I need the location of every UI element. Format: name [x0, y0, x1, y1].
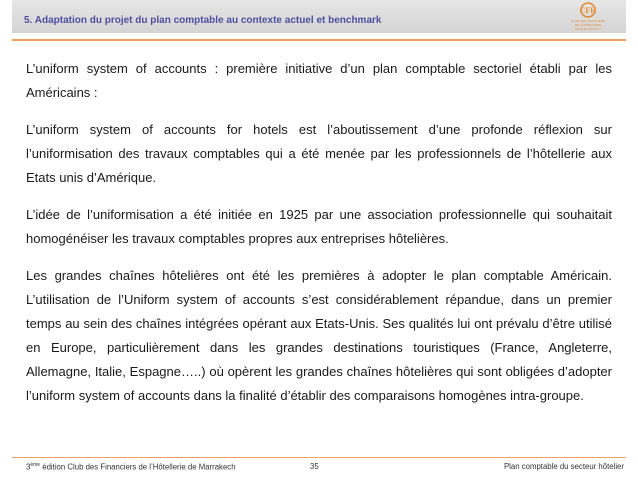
header-divider	[12, 39, 626, 41]
logo-letters: CFH	[579, 6, 597, 15]
slide-body	[26, 57, 612, 421]
club-logo	[562, 2, 614, 32]
edition-suffix: ème	[30, 462, 41, 468]
footer-divider	[12, 457, 626, 458]
paragraph-definition: L’uniform system of accounts for hotels est l’aboutissement d’une profonde réflexion sur l’uniformisation des travaux comptables qui a été menée par les professionnels de l’hôtellerie aux Etats unis d’Amérique.	[26, 122, 612, 185]
logo-line-2: DE L'HÔTELLERIE	[575, 23, 601, 27]
edition-text: édition Club des Financiers de l’Hôtellerie de Marrakech	[40, 462, 236, 472]
paragraph-intro: L’uniform system of accounts : première initiative d’un plan comptable sectoriel établi par les Américains :	[26, 61, 612, 100]
paragraph-history: L’idée de l’uniformisation a été initiée en 1925 par une association professionnelle qui souhaitait homogénéiser les travaux comptables propres aux entreprises hôtelières.	[26, 207, 612, 246]
paragraph-adoption: Les grandes chaînes hôtelières ont été les premières à adopter le plan comptable Américain. L’utilisation de l’Uniform system of accounts s’est considérablement répandue, dans un premier temps au sein des chaînes intégrées opérant aux Etats-Unis. Ses qualités lui ont prévalu d’être utilisé en Europe, particulièrement dans les grandes destinations touristiques (France, Angleterre, Allemagne, Italie, Espagne…..) où opèrent les grandes chaînes hôtelières qui sont obligées d’adopter l’uniform system of accounts dans la finalité d’établir des comparaisons homogènes intra-groupe.	[26, 268, 612, 403]
logo-line-1: CLUB DES FINANCIERS	[570, 19, 606, 23]
footer-document-title: Plan comptable du secteur hôtelier	[503, 462, 624, 471]
edition-number: 3	[26, 462, 31, 472]
logo-line-3: M A R R A K E C H	[575, 27, 601, 31]
page-number: 35	[310, 462, 319, 471]
slide-title: 5. Adaptation du projet du plan comptable au contexte actuel et benchmark	[24, 15, 382, 26]
footer-edition	[26, 462, 236, 472]
